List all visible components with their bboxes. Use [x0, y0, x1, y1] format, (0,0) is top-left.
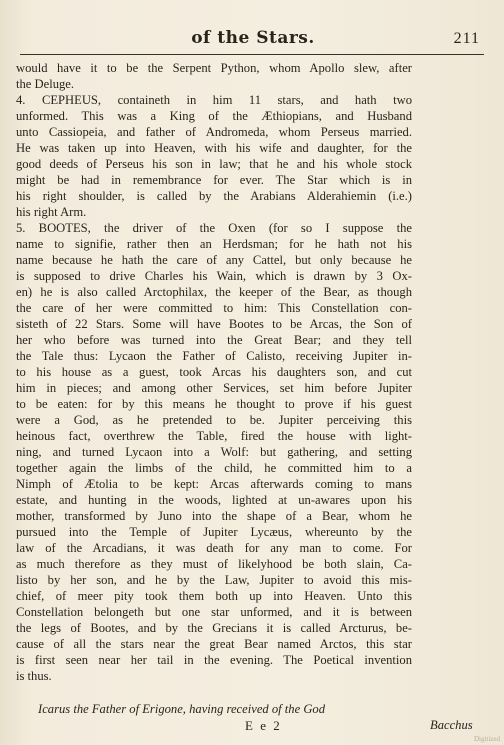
signature-mark: E e 2	[245, 718, 282, 733]
text-line: estate, and hunting in the woods, lighted at un-awares upon his	[16, 493, 412, 507]
text-line: ning, and turned Lycaon into a Wolf: but gathering, and setting	[16, 445, 412, 459]
text-line: him in pieces; and among other Services, set him before Jupiter	[16, 381, 412, 395]
page-number: 211	[453, 30, 480, 47]
text-line: name to signifie, rather then an Herdsman; for he hath not his	[16, 237, 412, 251]
body-text	[16, 60, 412, 684]
text-line: her who before was turned into the Great Bear; and they tell	[16, 333, 412, 347]
text-line: mother, transformed by Juno into the shape of a Bear, whom he	[16, 509, 412, 523]
text-line: might be had in remembrance for ever. The Star which is in	[16, 173, 412, 187]
catchword: Bacchus	[430, 718, 473, 732]
text-line: cause of all the stars near the great Bear named Arctos, this star	[16, 637, 412, 651]
text-line: is thus.	[16, 669, 52, 683]
running-head: of the Stars.	[191, 28, 315, 48]
text-line: as much therefore as they must of likelyhood be both slain, Ca-	[16, 557, 412, 571]
header-rule	[20, 54, 484, 55]
text-line: good deeds of Perseus his son in law; that he and his whole stock	[16, 157, 412, 171]
text-line: 5. BOOTES, the driver of the Oxen (for so I suppose the	[16, 221, 412, 235]
text-line: Constellation belongeth but one star unformed, and it is between	[16, 605, 412, 619]
text-line: is first seen near her tail in the evening. The Poetical invention	[16, 653, 412, 667]
text-line: the legs of Bootes, and by the Grecians it is called Arcturus, be-	[16, 621, 412, 635]
text-line: the Tale thus: Lycaon the Father of Calisto, receiving Jupiter in-	[16, 349, 412, 363]
text-line: pursued into the Temple of Jupiter Lycæus, whereunto by the	[16, 525, 412, 539]
digitization-stamp: Digitized	[473, 735, 500, 743]
closing-line: Icarus the Father of Erigone, having received of the God	[38, 702, 326, 716]
text-line: unto Cassiopeia, and father of Andromeda, whom Perseus married.	[16, 125, 412, 139]
text-line: his right shoulder, is called by the Arabians Alderahiemin (i.e.)	[16, 189, 412, 203]
text-line: is supposed to drive Charles his Wain, which is drawn by 3 Ox-	[16, 269, 412, 283]
text-line: chief, of meer pity took them both up into Heaven. Unto this	[16, 589, 412, 603]
text-line: Nimph of Ætolia to be kept: Arcas afterwards coming to mans	[16, 477, 412, 491]
text-line: 4. CEPHEUS, containeth in him 11 stars, and hath two	[16, 93, 412, 107]
text-line: to be eaten: for by this means he thought to prove if his guest	[16, 397, 412, 411]
text-line: law of the Arcadians, it was death for any man to come. For	[16, 541, 412, 555]
text-line: the Deluge.	[16, 77, 75, 91]
text-line: would have it to be the Serpent Python, whom Apollo slew, after	[16, 61, 412, 75]
text-line: listo by her son, and he by the Law, Jupiter to avoid this mis-	[16, 573, 412, 587]
text-line: en) he is also called Arctophilax, the keeper of the Bear, as though	[16, 285, 412, 299]
text-line: heinous fact, overthrew the Table, fired the house with light-	[16, 429, 412, 443]
text-line: the care of her were committed to him: This Constellation con-	[16, 301, 412, 315]
page-footer	[0, 702, 504, 738]
text-line: He was taken up into Heaven, with his wife and daughter, for the	[16, 141, 412, 155]
text-line: unformed. This was a King of the Æthiopians, and Husband	[16, 109, 412, 123]
text-line: together again the limbs of the child, he committed him to a	[16, 461, 412, 475]
text-line: name because he hath the care of any Cattel, but only because he	[16, 253, 412, 267]
text-line: his right Arm.	[16, 205, 87, 219]
text-line: sisteth of 22 Stars. Some will have Bootes to be Arcas, the Son of	[16, 317, 412, 331]
page-header	[0, 22, 504, 52]
text-line: were a God, as he pretended to be. Jupiter perceiving this	[16, 413, 412, 427]
text-line: to his house as a guest, took Arcas his daughters son, and cut	[16, 365, 412, 379]
